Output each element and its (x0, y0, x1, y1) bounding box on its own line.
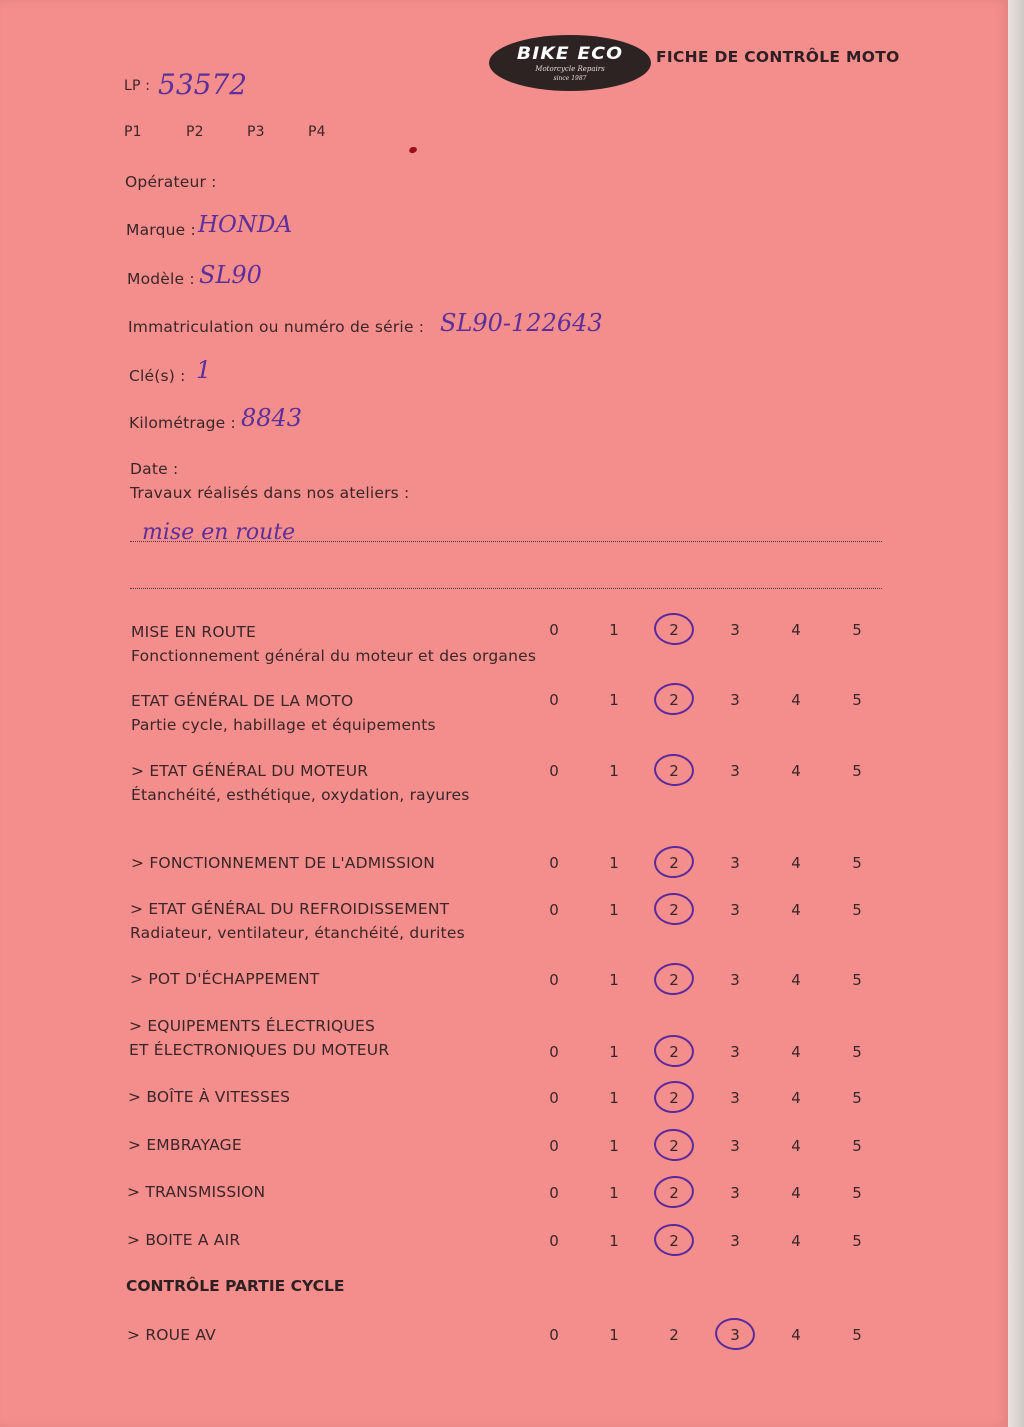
score-option-1[interactable]: 1 (609, 1043, 619, 1061)
check-title: > ETAT GÉNÉRAL DU REFROIDISSEMENT (130, 900, 450, 918)
score-option-2[interactable]: 2 (669, 854, 679, 872)
score-option-4[interactable]: 4 (791, 1326, 801, 1344)
score-option-2[interactable]: 2 (669, 1043, 679, 1061)
score-option-1[interactable]: 1 (609, 901, 619, 919)
score-option-4[interactable]: 4 (791, 621, 801, 639)
score-option-3[interactable]: 3 (730, 1043, 740, 1061)
position-p1[interactable]: P1 (124, 124, 142, 140)
score-option-5[interactable]: 5 (852, 762, 862, 780)
selected-score-circle (653, 752, 696, 787)
score-option-1[interactable]: 1 (609, 691, 619, 709)
modele-value[interactable]: SL90 (199, 261, 262, 289)
score-option-0[interactable]: 0 (549, 854, 559, 872)
score-option-3[interactable]: 3 (730, 1089, 740, 1107)
score-option-0[interactable]: 0 (549, 901, 559, 919)
score-option-2[interactable]: 2 (669, 691, 679, 709)
score-option-1[interactable]: 1 (609, 1232, 619, 1250)
score-option-3[interactable]: 3 (730, 1232, 740, 1250)
score-option-5[interactable]: 5 (852, 1184, 862, 1202)
check-title: > EMBRAYAGE (128, 1136, 242, 1154)
score-option-1[interactable]: 1 (609, 762, 619, 780)
date-label: Date : (130, 460, 179, 478)
score-option-4[interactable]: 4 (791, 1137, 801, 1155)
check-title: > TRANSMISSION (127, 1183, 266, 1201)
score-option-2[interactable]: 2 (669, 1232, 679, 1250)
score-option-3[interactable]: 3 (730, 621, 740, 639)
logo-tagline: Motorcycle Repairs (535, 65, 605, 73)
selected-score-circle (653, 1222, 696, 1257)
score-option-5[interactable]: 5 (852, 1089, 862, 1107)
selected-score-circle (653, 891, 696, 926)
operateur-label: Opérateur : (125, 173, 217, 191)
travaux-value[interactable]: mise en route (142, 520, 296, 545)
score-option-2[interactable]: 2 (669, 1184, 679, 1202)
score-option-4[interactable]: 4 (791, 1043, 801, 1061)
selected-score-circle (653, 611, 696, 646)
score-option-4[interactable]: 4 (791, 1184, 801, 1202)
score-option-5[interactable]: 5 (852, 621, 862, 639)
score-option-1[interactable]: 1 (609, 1184, 619, 1202)
immatriculation-label: Immatriculation ou numéro de série : (128, 318, 425, 336)
check-title: > BOÎTE À VITESSES (128, 1088, 291, 1106)
score-option-5[interactable]: 5 (852, 901, 862, 919)
check-title: > BOITE A AIR (127, 1231, 241, 1249)
selected-score-circle (653, 1033, 696, 1068)
score-option-0[interactable]: 0 (549, 1089, 559, 1107)
score-option-0[interactable]: 0 (549, 1137, 559, 1155)
position-p3[interactable]: P3 (247, 124, 265, 140)
score-option-5[interactable]: 5 (852, 1043, 862, 1061)
score-option-0[interactable]: 0 (549, 1326, 559, 1344)
score-option-5[interactable]: 5 (852, 1137, 862, 1155)
score-option-3[interactable]: 3 (730, 901, 740, 919)
selected-score-circle (652, 681, 695, 717)
kilometrage-label: Kilométrage : (129, 414, 236, 432)
check-title: > ROUE AV (127, 1326, 216, 1344)
check-subtitle: ET ÉLECTRONIQUES DU MOTEUR (129, 1041, 390, 1059)
score-option-0[interactable]: 0 (549, 971, 559, 989)
score-option-4[interactable]: 4 (791, 901, 801, 919)
score-option-2[interactable]: 2 (669, 971, 679, 989)
score-option-2[interactable]: 2 (669, 621, 679, 639)
selected-score-circle (652, 961, 695, 997)
score-option-5[interactable]: 5 (852, 971, 862, 989)
logo-since: since 1987 (553, 75, 587, 82)
position-p4[interactable]: P4 (308, 124, 326, 140)
immatriculation-value[interactable]: SL90-122643 (440, 309, 603, 337)
marque-label: Marque : (126, 221, 196, 239)
score-option-1[interactable]: 1 (609, 1137, 619, 1155)
score-option-4[interactable]: 4 (791, 762, 801, 780)
score-option-0[interactable]: 0 (549, 621, 559, 639)
score-option-2[interactable]: 2 (669, 762, 679, 780)
cycle-section-title: CONTRÔLE PARTIE CYCLE (126, 1277, 345, 1295)
check-title: MISE EN ROUTE (131, 623, 256, 641)
kilometrage-value[interactable]: 8843 (241, 404, 303, 432)
sheet-title: FICHE DE CONTRÔLE MOTO (656, 48, 900, 66)
selected-score-circle (653, 1127, 696, 1162)
bike-eco-logo (489, 35, 651, 91)
score-option-4[interactable]: 4 (791, 1232, 801, 1250)
marque-value[interactable]: HONDA (198, 212, 293, 238)
selected-score-circle (652, 1079, 695, 1115)
check-title: > EQUIPEMENTS ÉLECTRIQUES (129, 1017, 375, 1035)
score-option-3[interactable]: 3 (730, 1137, 740, 1155)
score-option-1[interactable]: 1 (609, 971, 619, 989)
score-option-2[interactable]: 2 (669, 1137, 679, 1155)
lp-label: LP : (124, 78, 151, 94)
score-option-0[interactable]: 0 (549, 1184, 559, 1202)
ink-mark (408, 146, 418, 154)
check-subtitle: Radiateur, ventilateur, étanchéité, durites (130, 924, 465, 942)
score-option-0[interactable]: 0 (549, 691, 559, 709)
score-option-0[interactable]: 0 (549, 1232, 559, 1250)
logo-brand: BIKE ECO (516, 44, 624, 64)
selected-score-circle (652, 1174, 695, 1210)
selected-score-circle (652, 844, 695, 880)
score-option-0[interactable]: 0 (549, 762, 559, 780)
score-option-2[interactable]: 2 (669, 1326, 679, 1344)
check-title: > ETAT GÉNÉRAL DU MOTEUR (131, 762, 369, 780)
score-option-3[interactable]: 3 (730, 1326, 740, 1344)
score-option-1[interactable]: 1 (609, 621, 619, 639)
score-option-4[interactable]: 4 (791, 854, 801, 872)
check-subtitle: Partie cycle, habillage et équipements (131, 716, 436, 734)
score-option-5[interactable]: 5 (852, 1326, 862, 1344)
score-option-5[interactable]: 5 (852, 691, 862, 709)
modele-label: Modèle : (127, 270, 195, 288)
score-option-3[interactable]: 3 (730, 854, 740, 872)
score-option-3[interactable]: 3 (730, 971, 740, 989)
score-option-3[interactable]: 3 (730, 1184, 740, 1202)
lp-value[interactable]: 53572 (158, 68, 248, 101)
check-title: ETAT GÉNÉRAL DE LA MOTO (131, 692, 354, 710)
score-option-4[interactable]: 4 (791, 971, 801, 989)
score-option-3[interactable]: 3 (730, 691, 740, 709)
position-p2[interactable]: P2 (186, 124, 204, 140)
cles-value[interactable]: 1 (196, 356, 212, 384)
check-title: > FONCTIONNEMENT DE L'ADMISSION (131, 854, 436, 872)
score-option-3[interactable]: 3 (730, 762, 740, 780)
dotted-line-2 (130, 588, 882, 589)
score-option-2[interactable]: 2 (669, 1089, 679, 1107)
dotted-line-1 (130, 541, 882, 542)
selected-score-circle (714, 1316, 757, 1351)
score-option-1[interactable]: 1 (609, 1326, 619, 1344)
score-option-1[interactable]: 1 (609, 1089, 619, 1107)
check-subtitle: Étanchéité, esthétique, oxydation, rayures (131, 786, 470, 804)
score-option-4[interactable]: 4 (791, 691, 801, 709)
score-option-2[interactable]: 2 (669, 901, 679, 919)
score-option-5[interactable]: 5 (852, 854, 862, 872)
score-option-0[interactable]: 0 (549, 1043, 559, 1061)
score-option-1[interactable]: 1 (609, 854, 619, 872)
check-subtitle: Fonctionnement général du moteur et des organes (131, 647, 537, 665)
check-title: > POT D'ÉCHAPPEMENT (130, 970, 320, 988)
cles-label: Clé(s) : (129, 367, 186, 385)
score-option-4[interactable]: 4 (791, 1089, 801, 1107)
travaux-label: Travaux réalisés dans nos ateliers : (130, 484, 410, 502)
score-option-5[interactable]: 5 (852, 1232, 862, 1250)
page-edge (1008, 0, 1024, 1427)
